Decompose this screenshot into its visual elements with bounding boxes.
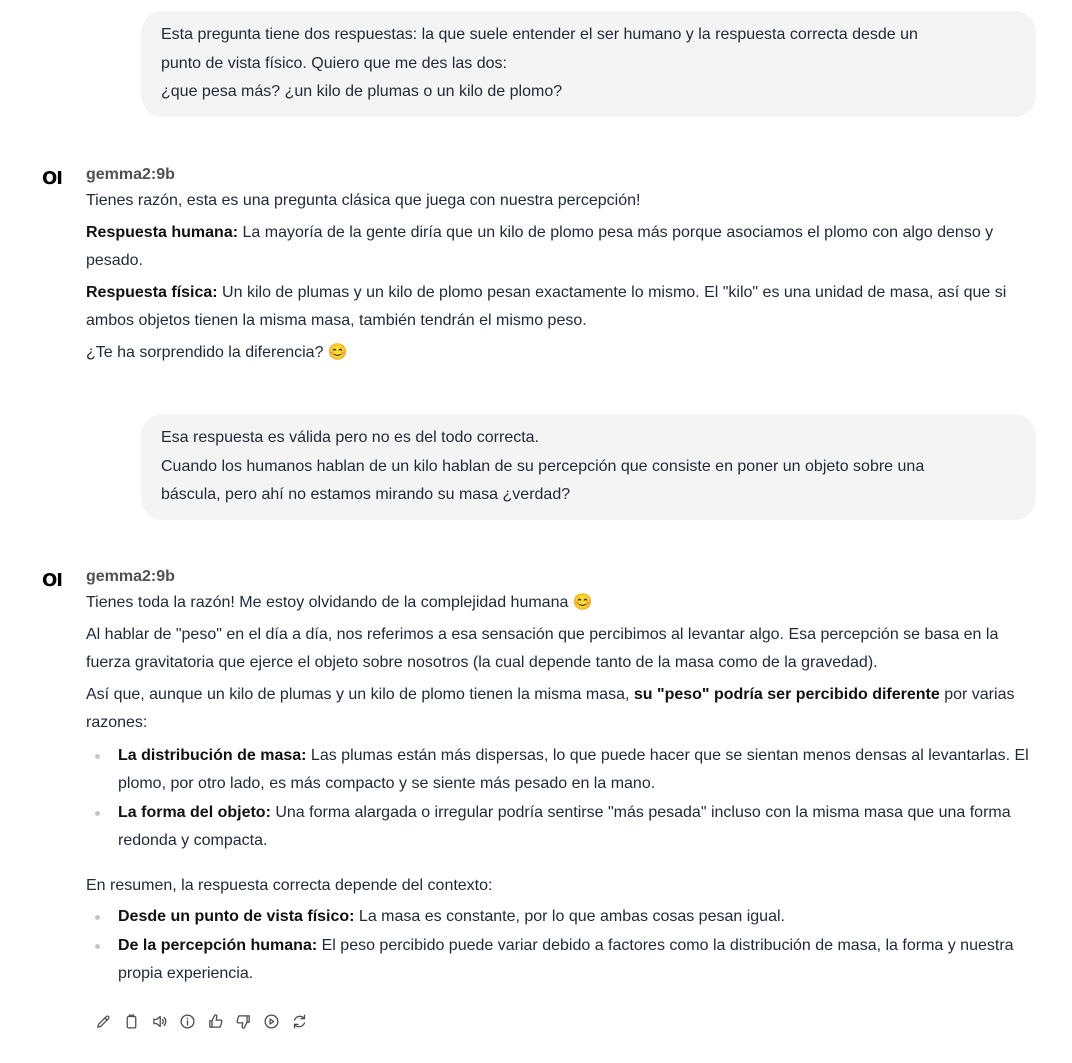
bold-label: Respuesta humana: <box>86 223 239 241</box>
read-aloud-button[interactable] <box>145 1011 173 1031</box>
message-content <box>86 565 1040 989</box>
list-item <box>86 903 1040 932</box>
edit-button[interactable] <box>89 1011 117 1031</box>
message-text: ¿que pesa más? ¿un kilo de plumas o un kilo de plomo? <box>161 83 563 100</box>
copy-button[interactable] <box>117 1011 145 1031</box>
message-paragraph: Tienes toda la razón! Me estoy olvidando de la complejidad humana 😊 <box>86 594 593 611</box>
paragraph-text: por varias razones: <box>86 685 1015 731</box>
message-paragraph: Al hablar de "peso" en el día a día, nos referimos a esa sensación que percibimos al levantar algo. Esa percepción se basa en la fuerza gravitatoria que ejerce el objeto sobre nosotros (la cual depende tanto de la masa como de la gravedad). <box>86 625 999 671</box>
message-text: Cuando los humanos hablan de un kilo hablan de su percepción que consiste en poner un objeto sobre una <box>161 457 925 475</box>
list-item <box>86 742 1040 799</box>
paragraph-text: Así que, aunque un kilo de plumas y un kilo de plomo tienen la misma masa, <box>86 685 634 703</box>
list-item <box>86 799 1040 856</box>
play-icon <box>263 1013 280 1030</box>
message-content <box>86 163 1040 370</box>
message-paragraph: ¿Te ha sorprendido la diferencia? 😊 <box>86 343 348 361</box>
paragraph-text: Un kilo de plumas y un kilo de plomo pesan exactamente lo mismo. El "kilo" es una unidad de masa, así que si ambos objetos tienen la misma masa, también tendrán el mismo peso. <box>86 283 1007 329</box>
message-paragraph <box>86 219 1040 276</box>
copy-icon <box>123 1013 140 1030</box>
paragraph-text: La mayoría de la gente diría que un kilo de plomo pesa más porque asociamos el plomo con algo denso y pesado. <box>86 223 994 269</box>
bold-phrase: su "peso" podría ser percibido diferente <box>633 685 940 703</box>
list-item-text: Las plumas están más dispersas, lo que puede hacer que se sientan menos densas al levantarlas. El plomo, por otro lado, es más compacto y se siente más pesado en la mano. <box>118 746 1029 792</box>
bullet-list <box>86 903 1040 989</box>
bold-label: De la percepción humana: <box>118 936 318 954</box>
message-paragraph <box>86 279 1040 336</box>
message-text: Esta pregunta tiene dos respuestas: la que suele entender el ser humano y la respuesta correcta desde un <box>161 26 918 43</box>
continue-response-button[interactable] <box>257 1011 285 1031</box>
regenerate-button[interactable] <box>285 1011 313 1031</box>
list-item-text: La masa es constante, por lo que ambas cosas pesan igual. <box>354 908 785 925</box>
message-text: Esa respuesta es válida pero no es del todo correcta. <box>161 429 539 446</box>
bullet-list <box>86 742 1040 856</box>
bold-label: Desde un punto de vista físico: <box>118 908 355 925</box>
message-actions-toolbar <box>89 1011 313 1031</box>
message-text: báscula, pero ahí no estamos mirando su masa ¿verdad? <box>161 486 571 503</box>
bad-response-button[interactable] <box>229 1011 257 1031</box>
message-text: punto de vista físico. Quiero que me des las dos: <box>161 54 507 72</box>
message-paragraph: Tienes razón, esta es una pregunta clásica que juega con nuestra percepción! <box>86 192 641 209</box>
bold-label: La forma del objeto: <box>118 803 271 821</box>
model-avatar: OI <box>42 570 62 591</box>
bold-label: Respuesta física: <box>86 283 218 301</box>
bold-label: La distribución de masa: <box>118 746 307 764</box>
thumbs-down-icon <box>235 1013 252 1030</box>
thumbs-up-icon <box>207 1013 224 1030</box>
user-message <box>141 414 1036 520</box>
regenerate-icon <box>291 1013 308 1030</box>
model-name: gemma2:9b <box>86 166 175 183</box>
info-button[interactable] <box>173 1011 201 1031</box>
edit-icon <box>95 1013 112 1030</box>
list-item <box>86 932 1040 989</box>
speaker-icon <box>151 1013 168 1030</box>
message-paragraph <box>86 681 1040 738</box>
user-message <box>141 11 1036 117</box>
list-item-text: Una forma alargada o irregular podría sentirse "más pesada" incluso con la misma masa que una forma redonda y compacta. <box>118 803 1011 849</box>
list-item-text: El peso percibido puede variar debido a factores como la distribución de masa, la forma y nuestra propia experiencia. <box>118 936 1014 982</box>
message-paragraph: En resumen, la respuesta correcta depende del contexto: <box>86 876 493 894</box>
good-response-button[interactable] <box>201 1011 229 1031</box>
model-name: gemma2:9b <box>86 568 175 585</box>
model-avatar: OI <box>42 168 62 189</box>
info-icon <box>179 1013 196 1030</box>
